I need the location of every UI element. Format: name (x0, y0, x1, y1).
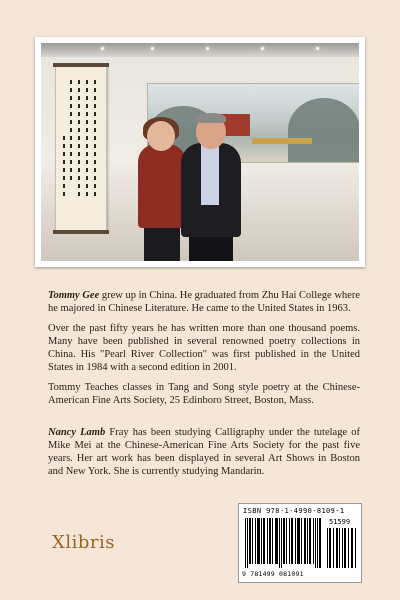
bio-text-nancy: Fray has been studying Calligraphy under the tutelage of Mike Mei at the Chinese-American Fine Arts Society for the past five years. Her art work has been displayed in several Art Shows in Boston and New York. She is currently studying Mandarin. (48, 427, 360, 477)
painted-mountain (288, 98, 359, 162)
calligraphy-column (78, 80, 80, 200)
poetry-paragraph: Over the past fifty years he has written more than one thousand poems. Many have been published in several renowned poetry collections in China. His "Pearl River Collection" was first published in the United States in 1984 with a second edition in 2001. (48, 323, 360, 373)
ceiling-light (316, 47, 319, 50)
publisher-logo: Xlibris (52, 532, 115, 553)
bio-paragraph-nancy (48, 426, 360, 478)
calligraphy-scroll (55, 65, 107, 232)
ceiling-light (261, 47, 264, 50)
ean-barcode (245, 518, 321, 568)
author-name-tommy: Tommy Gee (48, 290, 100, 301)
isbn-label: ISBN 978-1-4990-8109-1 (243, 507, 345, 515)
ean-number: 9 781499 081091 (242, 570, 304, 578)
ceiling-light (151, 47, 154, 50)
woman-face (147, 121, 175, 151)
calligraphy-column (63, 136, 65, 196)
man-hair (196, 113, 226, 123)
bio-text-tommy: grew up in China. He graduated from Zhu Hai College where he majored in Chinese Literature. He came to the United States in 1963. (48, 290, 360, 314)
calligraphy-column (94, 80, 96, 200)
scroll-rod (53, 63, 109, 67)
author-photo (41, 43, 359, 261)
author-photo-frame (35, 37, 365, 267)
author-name-nancy: Nancy Lamb (48, 427, 106, 438)
ceiling-light (206, 47, 209, 50)
calligraphy-column (86, 80, 88, 200)
price-addon-number: 51599 (329, 518, 351, 526)
addon-barcode (327, 528, 357, 568)
barcode-box (238, 503, 362, 583)
gallery-ceiling (41, 43, 359, 57)
ceiling-light (101, 47, 104, 50)
man-shirt (201, 145, 219, 205)
bio-paragraph-tommy (48, 289, 360, 315)
scroll-rod (53, 230, 109, 234)
woman-figure (138, 144, 186, 228)
calligraphy-column (70, 80, 72, 180)
painted-roofs (252, 138, 312, 144)
teaching-paragraph: Tommy Teaches classes in Tang and Song style poetry at the Chinese-American Fine Arts Society, 25 Edinboro Street, Boston, Mass. (48, 382, 360, 406)
